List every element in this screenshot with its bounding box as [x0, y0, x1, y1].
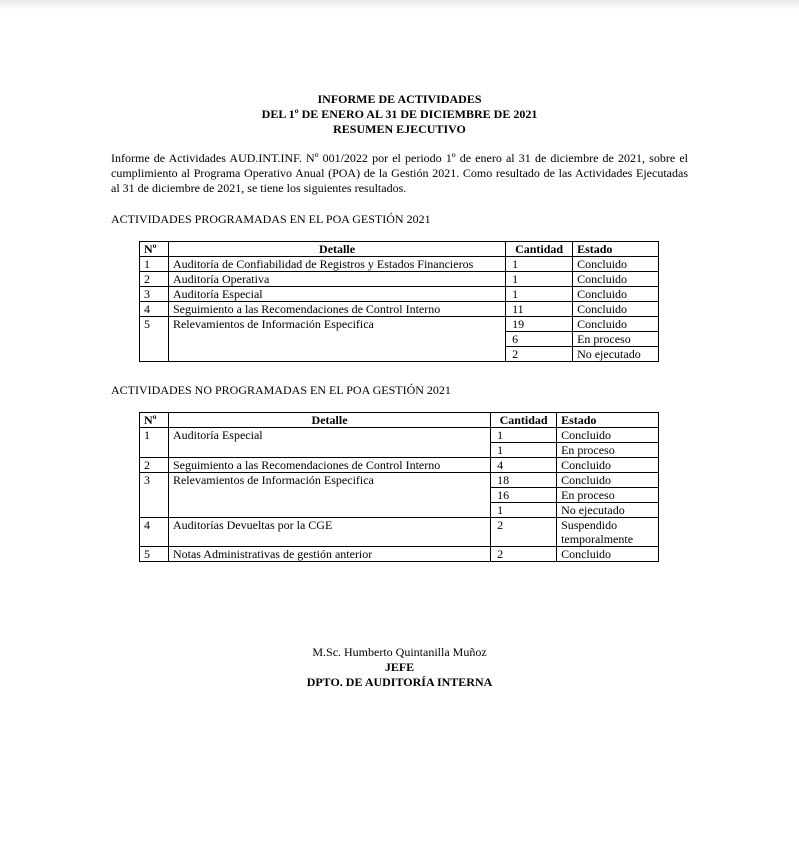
- row-num: 5: [140, 547, 169, 562]
- row-estado: Concluido: [557, 547, 659, 562]
- table-row: [140, 257, 659, 272]
- row-cantidad: 1: [491, 443, 557, 458]
- col-header-num: Nº: [140, 413, 169, 428]
- row-estado: En proceso: [557, 443, 659, 458]
- signatory-role: JEFE: [384, 660, 415, 674]
- row-estado: Concluido: [573, 302, 659, 317]
- row-cantidad: 1: [491, 428, 557, 443]
- row-detalle: Seguimiento a las Recomendaciones de Control Interno: [168, 302, 505, 317]
- col-header-cantidad: Cantidad: [506, 242, 573, 257]
- row-cantidad: 2: [506, 347, 573, 362]
- row-cantidad: 19: [506, 317, 573, 332]
- row-num: 3: [140, 287, 169, 302]
- row-num: 1: [140, 428, 169, 458]
- row-estado: Concluido: [573, 257, 659, 272]
- signatory-name: M.Sc. Humberto Quintanilla Muñoz: [312, 645, 487, 659]
- row-estado: No ejecutado: [573, 347, 659, 362]
- row-detalle: Notas Administrativas de gestión anterior: [168, 547, 490, 562]
- row-detalle: Relevamientos de Información Especifica: [168, 473, 490, 518]
- row-estado: En proceso: [573, 332, 659, 347]
- signature-block: [0, 645, 799, 690]
- row-detalle: Auditoría de Confiabilidad de Registros y Estados Financieros: [168, 257, 505, 272]
- report-header: [0, 92, 799, 137]
- row-detalle: Relevamientos de Información Especifica: [168, 317, 505, 362]
- col-header-num: Nº: [140, 242, 169, 257]
- row-num: 2: [140, 272, 169, 287]
- row-num: 4: [140, 302, 169, 317]
- row-estado: No ejecutado: [557, 503, 659, 518]
- table-row: [140, 458, 659, 473]
- table-header-row: [140, 413, 659, 428]
- row-cantidad: 6: [506, 332, 573, 347]
- row-estado: Suspendido temporalmente: [557, 518, 659, 547]
- row-estado: Concluido: [573, 272, 659, 287]
- table-row: [140, 547, 659, 562]
- table-row: [140, 518, 659, 547]
- row-cantidad: 1: [506, 257, 573, 272]
- row-estado: Concluido: [557, 473, 659, 488]
- row-cantidad: 2: [491, 518, 557, 547]
- table-row: [140, 473, 659, 488]
- row-detalle: Auditorías Devueltas por la CGE: [168, 518, 490, 547]
- col-header-detalle: Detalle: [168, 413, 490, 428]
- row-cantidad: 2: [491, 547, 557, 562]
- row-detalle: Auditoría Operativa: [168, 272, 505, 287]
- row-detalle: Auditoría Especial: [168, 287, 505, 302]
- row-num: 4: [140, 518, 169, 547]
- row-cantidad: 1: [491, 503, 557, 518]
- row-num: 5: [140, 317, 169, 362]
- report-period: DEL 1º DE ENERO AL 31 DE DICIEMBRE DE 2021: [261, 107, 538, 121]
- row-cantidad: 11: [506, 302, 573, 317]
- row-detalle: Auditoría Especial: [168, 428, 490, 458]
- row-estado: Concluido: [573, 317, 659, 332]
- programadas-section-title: ACTIVIDADES PROGRAMADAS EN EL POA GESTIÓN 2021: [111, 212, 431, 226]
- table-row: [140, 302, 659, 317]
- row-estado: Concluido: [557, 428, 659, 443]
- no-programadas-table: [139, 412, 659, 562]
- row-num: 3: [140, 473, 169, 518]
- row-cantidad: 18: [491, 473, 557, 488]
- table-row: [140, 287, 659, 302]
- programadas-table: [139, 241, 659, 362]
- table-row: [140, 428, 659, 443]
- row-num: 2: [140, 458, 169, 473]
- row-cantidad: 1: [506, 287, 573, 302]
- col-header-estado: Estado: [573, 242, 659, 257]
- row-cantidad: 16: [491, 488, 557, 503]
- intro-paragraph: Informe de Actividades AUD.INT.INF. Nº 001/2022 por el periodo 1º de enero al 31 de diciembre de 2021, sobre el cumplimiento al Programa Operativo Anual (POA) de la Gestión 2021. Como resultado de las Actividades Ejecutadas al 31 de diciembre de 2021, se tiene los siguientes resultados.: [111, 151, 688, 195]
- row-estado: Concluido: [557, 458, 659, 473]
- row-cantidad: 1: [506, 272, 573, 287]
- report-subtitle: RESUMEN EJECUTIVO: [333, 122, 466, 136]
- row-estado: En proceso: [557, 488, 659, 503]
- col-header-estado: Estado: [557, 413, 659, 428]
- col-header-cantidad: Cantidad: [491, 413, 557, 428]
- row-estado: Concluido: [573, 287, 659, 302]
- report-title: INFORME DE ACTIVIDADES: [317, 92, 482, 106]
- col-header-detalle: Detalle: [168, 242, 505, 257]
- row-num: 1: [140, 257, 169, 272]
- table-header-row: [140, 242, 659, 257]
- viewer-top-shadow: [0, 0, 799, 10]
- no-programadas-section-title: ACTIVIDADES NO PROGRAMADAS EN EL POA GESTIÓN 2021: [111, 383, 451, 397]
- table-row: [140, 317, 659, 332]
- row-cantidad: 4: [491, 458, 557, 473]
- signatory-department: DPTO. DE AUDITORÍA INTERNA: [306, 675, 493, 689]
- row-detalle: Seguimiento a las Recomendaciones de Control Interno: [168, 458, 490, 473]
- table-row: [140, 272, 659, 287]
